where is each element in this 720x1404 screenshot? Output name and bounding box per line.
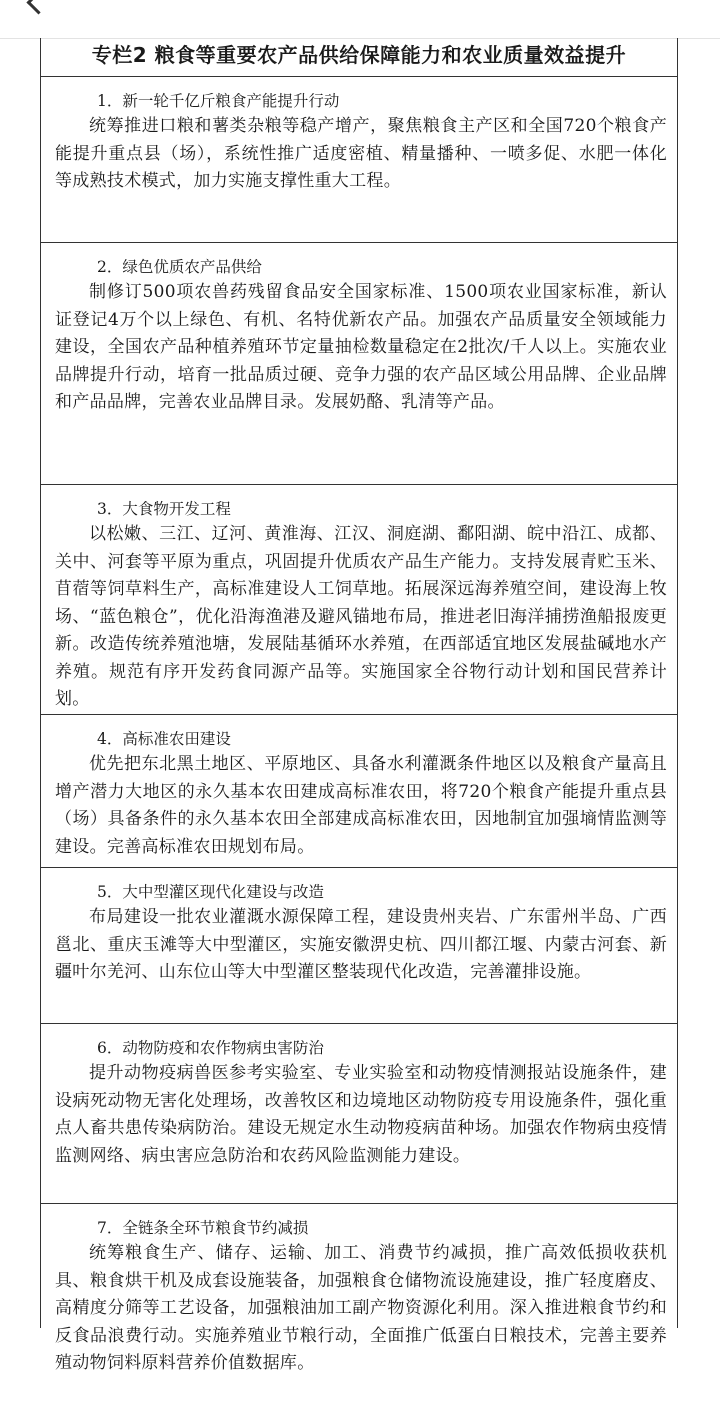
section-heading: 6．动物防疫和农作物病虫害防治 — [97, 1039, 324, 1057]
section-body: 统筹推进口粮和薯类杂粮等稳产增产，聚焦粮食主产区和全国720个粮食产能提升重点县（场），系统性推广适度密植、精量播种、一喷多促、水肥一体化等成熟技术模式，加力实施支撑性重大工程。 — [55, 116, 667, 191]
back-arrow-icon[interactable] — [26, 0, 50, 15]
section-body: 优先把东北黑土地区、平原地区、具备水利灌溉条件地区以及粮食产量高且增产潜力大地区的永久基本农田建成高标准农田，将720个粮食产能提升重点县（场）具备条件的永久基本农田全部建成高标准农田，因地制宜加强墒情监测等建设。完善高标准农田规划布局。 — [55, 754, 667, 857]
section-body: 统筹粮食生产、储存、运输、加工、消费节约减损，推广高效低损收获机具、粮食烘干机及成套设施装备，加强粮食仓储物流设施建设，推广轻度磨皮、高精度分筛等工艺设备，加强粮油加工副产物资源化利用。深入推进粮食节约和反食品浪费行动。实施养殖业节粮行动，全面推广低蛋白日粮技术，完善主要养殖动物饲料原料营养价值数据库。 — [55, 1243, 667, 1373]
section-2 — [41, 243, 677, 485]
section-6 — [41, 1024, 677, 1204]
top-bar — [0, 0, 720, 39]
section-heading: 1．新一轮千亿斤粮食产能提升行动 — [97, 92, 340, 110]
section-heading: 3．大食物开发工程 — [97, 500, 231, 518]
section-3 — [41, 485, 677, 715]
section-4 — [41, 715, 677, 868]
section-heading: 5．大中型灌区现代化建设与改造 — [97, 883, 324, 901]
column-title: 专栏2 粮食等重要农产品供给保障能力和农业质量效益提升 — [41, 38, 677, 77]
section-1 — [41, 77, 677, 243]
section-5 — [41, 868, 677, 1024]
section-heading: 2．绿色优质农产品供给 — [97, 258, 262, 276]
column-box — [40, 38, 678, 1373]
section-body: 布局建设一批农业灌溉水源保障工程，建设贵州夹岩、广东雷州半岛、广西邕北、重庆玉滩等大中型灌区，实施安徽淠史杭、四川都江堰、内蒙古河套、新疆叶尔羌河、山东位山等大中型灌区整装现代化改造，完善灌排设施。 — [55, 907, 667, 982]
section-heading: 4．高标准农田建设 — [97, 730, 231, 748]
section-body: 制修订500项农兽药残留食品安全国家标准、1500项农业国家标准，新认证登记4万个以上绿色、有机、名特优新农产品。加强农产品质量安全领域能力建设，全国农产品种植养殖环节定量抽检数量稳定在2批次/千人以上。实施农业品牌提升行动，培育一批品质过硬、竞争力强的农产品区域公用品牌、企业品牌和产品品牌，完善农业品牌目录。发展奶酪、乳清等产品。 — [55, 282, 667, 412]
section-body: 以松嫩、三江、辽河、黄淮海、江汉、洞庭湖、鄱阳湖、皖中沿江、成都、关中、河套等平原为重点，巩固提升优质农产品生产能力。支持发展青贮玉米、苜蓿等饲草料生产，高标准建设人工饲草地。拓展深远海养殖空间，建设海上牧场、“蓝色粮仓”，优化沿海渔港及避风锚地布局，推进老旧海洋捕捞渔船报废更新。改造传统养殖池塘，发展陆基循环水养殖，在西部适宜地区发展盐碱地水产养殖。规范有序开发药食同源产品等。实施国家全谷物行动计划和国民营养计划。 — [55, 524, 667, 709]
section-body: 提升动物疫病兽医参考实验室、专业实验室和动物疫情测报站设施条件，建设病死动物无害化处理场，改善牧区和边境地区动物防疫专用设施条件，强化重点人畜共患传染病防治。建设无规定水生动物疫病苗种场。加强农作物病虫疫情监测网络、病虫害应急防治和农药风险监测能力建设。 — [55, 1063, 667, 1166]
section-heading: 7．全链条全环节粮食节约减损 — [97, 1219, 309, 1237]
section-7 — [41, 1204, 677, 1404]
